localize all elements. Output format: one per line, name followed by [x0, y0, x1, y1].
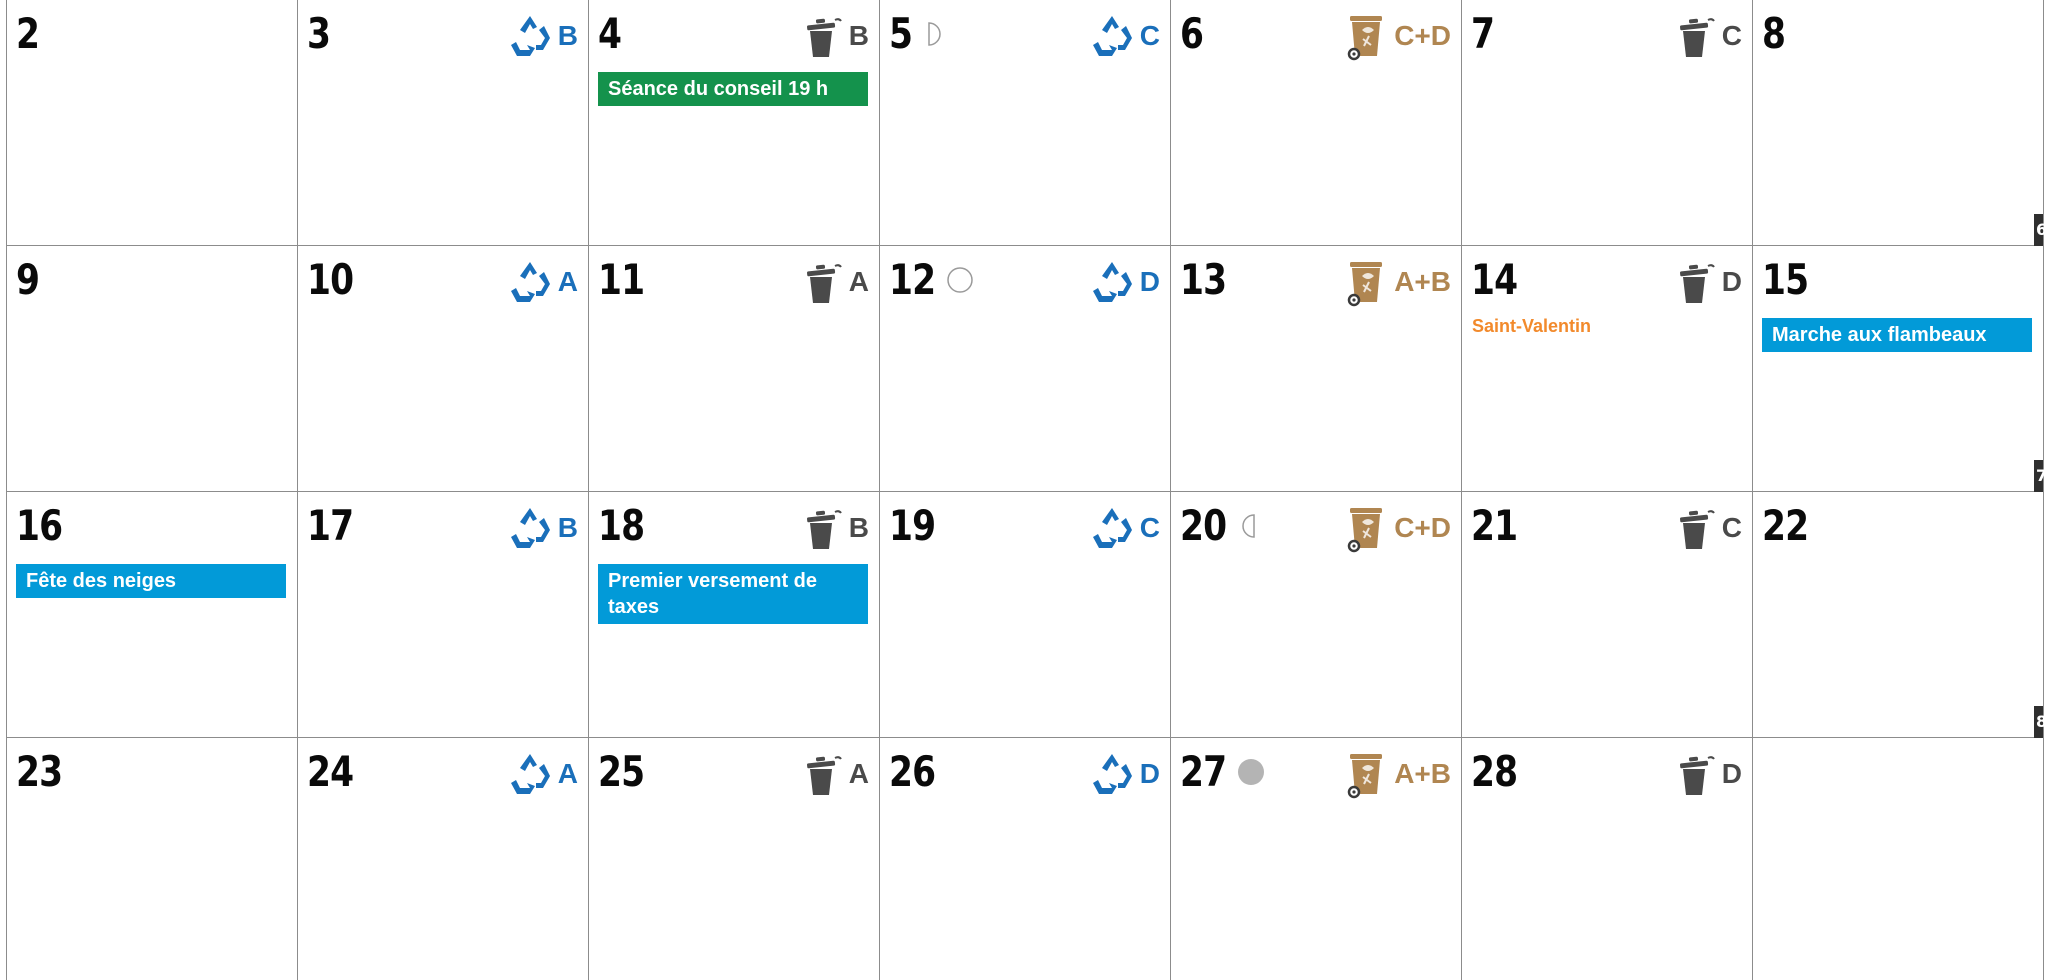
trash-bin-icon — [1670, 12, 1718, 60]
calendar-day-cell[interactable] — [1753, 0, 2048, 246]
calendar-day-cell[interactable] — [1462, 0, 1753, 246]
day-number: 27 — [1180, 747, 1227, 796]
trash-bin-icon — [1670, 258, 1718, 306]
pickup-zone-label: A — [557, 758, 578, 789]
last-quarter-moon-icon — [1237, 512, 1265, 540]
day-number: 5 — [889, 9, 913, 58]
day-number: 21 — [1471, 501, 1518, 550]
calendar-day-cell[interactable] — [7, 738, 298, 980]
compost-pickup — [1342, 750, 1451, 798]
compost-pickup — [1342, 258, 1451, 306]
pickup-zone-label: B — [848, 20, 869, 51]
calendar-day-cell[interactable] — [7, 246, 298, 492]
recycle-pickup — [1088, 504, 1160, 552]
day-number: 7 — [1471, 9, 1495, 58]
recycle-icon — [1088, 504, 1136, 552]
pickup-zone-label: A — [848, 266, 869, 297]
week-number-tab: 7 — [2034, 460, 2043, 492]
recycle-icon — [1088, 258, 1136, 306]
day-number: 2 — [16, 9, 40, 58]
calendar-day-cell[interactable] — [589, 492, 880, 738]
new-moon-icon — [1237, 758, 1265, 786]
full-moon-icon — [946, 266, 974, 294]
day-number: 26 — [889, 747, 936, 796]
day-number: 8 — [1762, 9, 1786, 58]
compost-bin-icon — [1342, 258, 1390, 306]
recycle-pickup — [506, 504, 578, 552]
calendar-day-cell[interactable] — [1462, 246, 1753, 492]
trash-pickup — [1670, 750, 1742, 798]
calendar-day-cell[interactable] — [298, 246, 589, 492]
calendar-day-cell[interactable] — [1171, 246, 1462, 492]
trash-bin-icon — [797, 750, 845, 798]
recycle-icon — [506, 504, 554, 552]
recycle-pickup — [1088, 12, 1160, 60]
pickup-zone-label: C+D — [1394, 512, 1451, 543]
trash-pickup — [1670, 504, 1742, 552]
calendar-day-cell[interactable] — [880, 246, 1171, 492]
calendar-day-cell[interactable] — [1753, 246, 2048, 492]
day-number: 4 — [598, 9, 622, 58]
recycle-pickup — [1088, 750, 1160, 798]
recycle-pickup — [1088, 258, 1160, 306]
calendar-day-cell[interactable] — [298, 0, 589, 246]
trash-bin-icon — [797, 258, 845, 306]
calendar-day-cell[interactable] — [880, 0, 1171, 246]
pickup-zone-label: A+B — [1394, 266, 1451, 297]
recycle-icon — [506, 750, 554, 798]
pickup-zone-label: D — [1721, 758, 1742, 789]
pickup-zone-label: B — [557, 20, 578, 51]
pickup-zone-label: C — [1139, 512, 1160, 543]
calendar-day-cell[interactable] — [1171, 738, 1462, 980]
trash-bin-icon — [797, 504, 845, 552]
day-number: 17 — [307, 501, 354, 550]
calendar-day-cell[interactable] — [298, 738, 589, 980]
trash-pickup — [1670, 12, 1742, 60]
day-number: 18 — [598, 501, 645, 550]
recycle-icon — [506, 12, 554, 60]
pickup-zone-label: D — [1139, 758, 1160, 789]
trash-pickup — [797, 504, 869, 552]
day-number: 20 — [1180, 501, 1227, 550]
compost-bin-icon — [1342, 12, 1390, 60]
compost-bin-icon — [1342, 750, 1390, 798]
pickup-zone-label: B — [557, 512, 578, 543]
day-number: 16 — [16, 501, 63, 550]
trash-pickup — [1670, 258, 1742, 306]
day-number: 13 — [1180, 255, 1227, 304]
week-number-tab: 8 — [2034, 706, 2043, 738]
day-number: 28 — [1471, 747, 1518, 796]
recycle-pickup — [506, 12, 578, 60]
pickup-zone-label: D — [1721, 266, 1742, 297]
first-quarter-moon-icon — [918, 20, 946, 48]
trash-bin-icon — [797, 12, 845, 60]
recycle-icon — [1088, 12, 1136, 60]
calendar-day-cell[interactable] — [1462, 738, 1753, 980]
event-banner[interactable]: Marche aux flambeaux — [1762, 318, 2032, 352]
day-number: 22 — [1762, 501, 1809, 550]
pickup-zone-label: A — [557, 266, 578, 297]
day-number: 24 — [307, 747, 354, 796]
event-banner[interactable]: Séance du conseil 19 h — [598, 72, 868, 106]
day-number: 6 — [1180, 9, 1204, 58]
trash-pickup — [797, 750, 869, 798]
day-number: 14 — [1471, 255, 1518, 304]
calendar-day-cell[interactable] — [589, 0, 880, 246]
day-number: 3 — [307, 9, 331, 58]
compost-pickup — [1342, 12, 1451, 60]
pickup-zone-label: A+B — [1394, 758, 1451, 789]
calendar-day-cell[interactable] — [1753, 738, 2044, 980]
calendar-day-cell[interactable] — [1462, 492, 1753, 738]
recycle-pickup — [506, 750, 578, 798]
pickup-zone-label: C — [1721, 20, 1742, 51]
calendar-day-cell[interactable] — [1753, 492, 2048, 738]
compost-bin-icon — [1342, 504, 1390, 552]
calendar-day-cell[interactable] — [1171, 0, 1462, 246]
calendar-day-cell[interactable] — [589, 246, 880, 492]
compost-pickup — [1342, 504, 1451, 552]
day-number: 15 — [1762, 255, 1809, 304]
calendar-grid — [6, 0, 2047, 980]
pickup-zone-label: D — [1139, 266, 1160, 297]
recycle-icon — [1088, 750, 1136, 798]
pickup-zone-label: B — [848, 512, 869, 543]
recycle-icon — [506, 258, 554, 306]
calendar-day-cell[interactable] — [589, 738, 880, 980]
pickup-zone-label: C — [1139, 20, 1160, 51]
day-number: 25 — [598, 747, 645, 796]
pickup-zone-label: C — [1721, 512, 1742, 543]
calendar-day-cell[interactable] — [7, 492, 298, 738]
day-number: 23 — [16, 747, 63, 796]
calendar-day-cell[interactable] — [7, 0, 298, 246]
pickup-zone-label: A — [848, 758, 869, 789]
calendar-day-cell[interactable] — [1171, 492, 1462, 738]
trash-pickup — [797, 12, 869, 60]
week-number-tab: 6 — [2034, 214, 2043, 246]
calendar-day-cell[interactable] — [298, 492, 589, 738]
day-number: 11 — [598, 255, 645, 304]
day-number: 12 — [889, 255, 936, 304]
trash-bin-icon — [1670, 750, 1718, 798]
calendar-day-cell[interactable] — [880, 738, 1171, 980]
trash-bin-icon — [1670, 504, 1718, 552]
day-number: 19 — [889, 501, 936, 550]
day-number: 10 — [307, 255, 354, 304]
holiday-note: Saint-Valentin — [1472, 316, 1592, 336]
recycle-pickup — [506, 258, 578, 306]
event-banner[interactable]: Fête des neiges — [16, 564, 286, 598]
day-number: 9 — [16, 255, 40, 304]
trash-pickup — [797, 258, 869, 306]
pickup-zone-label: C+D — [1394, 20, 1451, 51]
calendar-day-cell[interactable] — [880, 492, 1171, 738]
event-banner[interactable]: Premier versement de taxes — [598, 564, 868, 624]
